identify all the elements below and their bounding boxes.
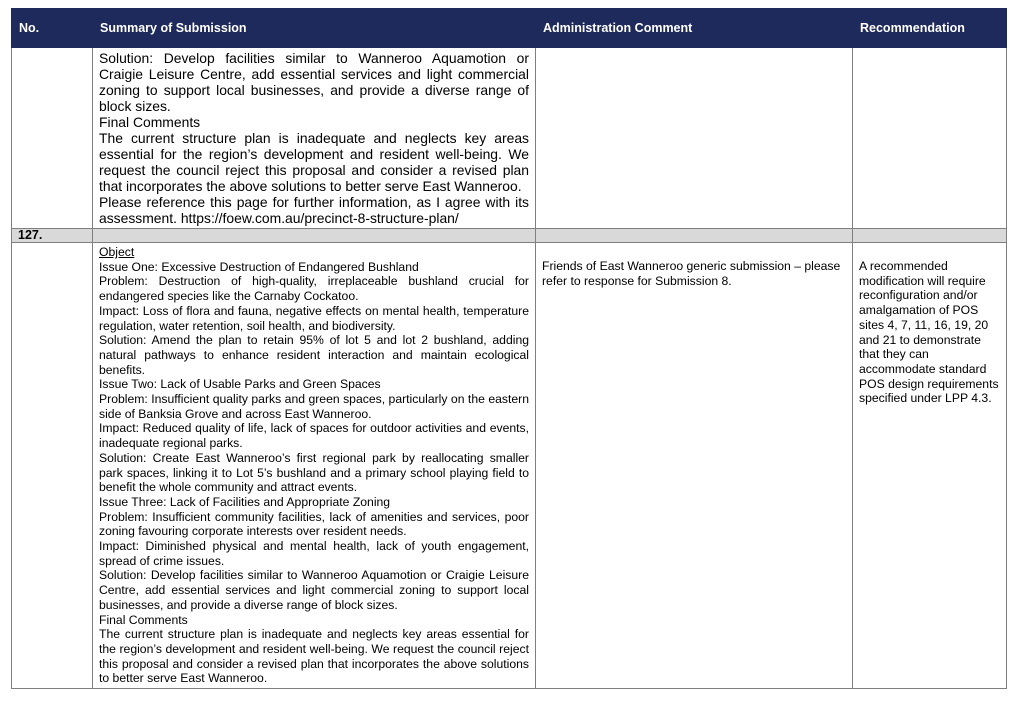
row-number-cell [12,243,93,689]
summary-paragraph: Solution: Amend the plan to retain 95% of lot 5 and lot 2 bushland, adding natural pathways to enhance resident interaction and maintain ecological benefits. [99,333,529,377]
summary-paragraph: Please reference this page for further information, as I agree with its assessment. https://foew.com.au/precinct-8-structure-plan/ [99,194,529,226]
header-admin-comment: Administration Comment [536,9,853,48]
summary-paragraph: Problem: Insufficient quality parks and green spaces, particularly on the eastern side of Banksia Grove and across East Wanneroo. [99,392,529,421]
admin-comment-cell [536,243,853,689]
separator-cell [536,229,853,243]
summary-paragraph: Issue One: Excessive Destruction of Endangered Bushland [99,259,419,274]
table-header-row [12,9,1007,48]
summary-paragraph: Impact: Diminished physical and mental health, lack of youth engagement, spread of crime issues. [99,539,529,568]
admin-comment-text: Friends of East Wanneroo generic submission – please refer to response for Submission 8. [542,259,841,288]
recommendation-cell [853,48,1007,229]
summary-paragraph: Issue Two: Lack of Usable Parks and Green Spaces [99,377,381,392]
summary-paragraph: Impact: Reduced quality of life, lack of spaces for outdoor activities and events, inadequate regional parks. [99,421,529,451]
summary-paragraph: The current structure plan is inadequate and neglects key areas essential for the region’s development and resident well-being. We request the council reject this proposal and consider a revised plan that incorporates the above solutions to better serve East Wanneroo. [99,627,529,686]
summary-paragraph: Problem: Destruction of high-quality, irreplaceable bushland crucial for endangered species like the Carnaby Cockatoo. [99,274,529,304]
summary-cell [93,243,536,689]
summary-paragraph: Solution: Create East Wanneroo’s first regional park by reallocating smaller park spaces, linking it to Lot 5’s bushland and a primary school playing field to benefit the whole community and attract events. [99,450,529,495]
admin-comment-cell [536,48,853,229]
header-no: No. [12,9,93,48]
separator-cell [93,229,536,243]
summary-paragraph: Final Comments [99,612,188,627]
recommendation-text: A recommended modification will require reconfiguration and/or amalgamation of POS sites 4, 7, 11, 16, 19, 20 and 21 to demonstrate that they can accommodate standard POS design requirements specified under LPP 4.3. [859,259,999,406]
header-recommendation: Recommendation [853,9,1007,48]
separator-cell [853,229,1007,243]
summary-paragraph: Problem: Insufficient community facilities, lack of amenities and services, poor zoning favouring corporate interests over resident needs. [99,509,529,539]
summary-paragraph: Solution: Develop facilities similar to Wanneroo Aquamotion or Craigie Leisure Centre, add essential services and light commercial zoning to support local businesses, and provide a diverse range of block sizes. [99,50,529,114]
submissions-table [11,8,1007,689]
header-summary: Summary of Submission [93,9,536,48]
summary-paragraph: Final Comments [99,114,201,130]
summary-paragraph: Impact: Loss of flora and fauna, negative effects on mental health, temperature regulation, water retention, soil health, and biodiversity. [99,303,529,333]
submission-number: 127. [12,229,93,243]
table-row [12,243,1007,689]
submission-separator-row [12,229,1007,243]
recommendation-cell [853,243,1007,689]
table-row [12,48,1007,229]
summary-paragraph: Solution: Develop facilities similar to Wanneroo Aquamotion or Craigie Leisure Centre, add essential services and light commercial zoning to support local businesses, and provide a diverse range of block sizes. [99,568,529,612]
summary-paragraph: Issue Three: Lack of Facilities and Appropriate Zoning [99,494,391,509]
summary-cell [93,48,536,229]
object-heading: Object [99,245,135,259]
row-number-cell [12,48,93,229]
summary-paragraph: The current structure plan is inadequate and neglects key areas essential for the region’s development and resident well-being. We request the council reject this proposal and consider a revised plan that incorporates the above solutions to better serve East Wanneroo. [99,130,529,194]
